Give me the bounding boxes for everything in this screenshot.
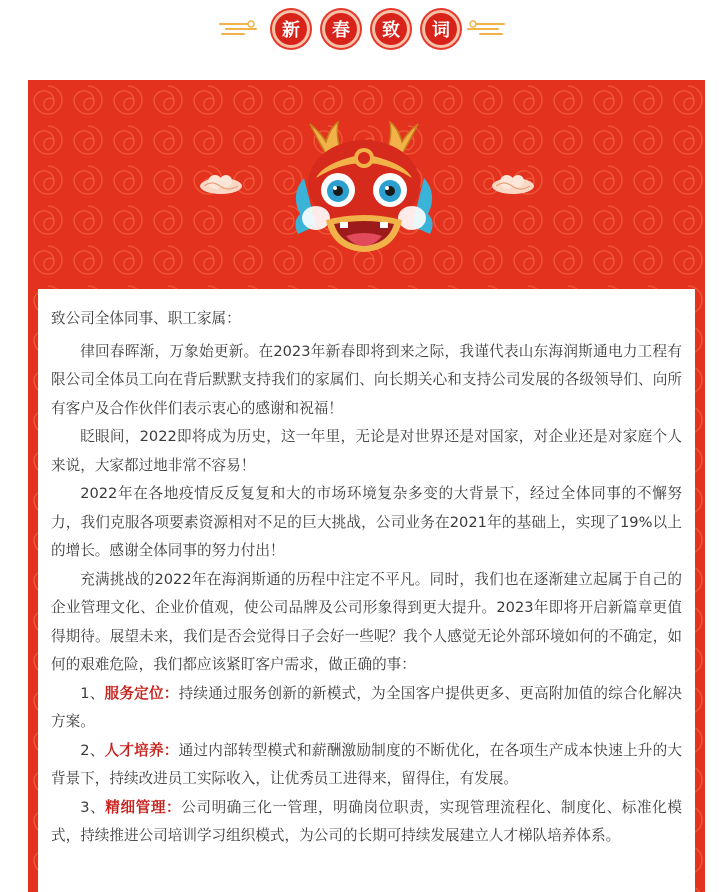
letter-point-2	[51, 737, 682, 794]
lion-head-icon	[286, 118, 442, 258]
point-number: 1、	[80, 684, 105, 702]
letter-point-3	[51, 794, 682, 851]
letter-paragraph-1: 律回春晖渐，万象始更新。在2023年新春即将到来之际，我谨代表山东海润斯通电力工程有限公司全体员工向在背后默默支持我们的家属们、向长期关心和支持公司发展的各级领导们、向所有客户及合作伙伴们表示衷心的感谢和祝福！	[51, 342, 682, 417]
cloud-deco-right-icon	[466, 18, 506, 36]
letter-paragraph-3: 2022年在各地疫情反反复复和大的市场环境复杂多变的大背景下，经过全体同事的不懈努力，我们克服各项要素资源相对不足的巨大挑战，公司业务在2021年的基础上，实现了19%以上的增长。感谢全体同事的努力付出！	[51, 485, 682, 559]
letter-card	[38, 289, 695, 892]
cloud-deco-left-icon	[218, 18, 258, 36]
title-char-3: 致	[372, 10, 410, 48]
point-text: 通过内部转型模式和薪酬激励制度的不断优化，在各项生产成本快速上升的大背景下，持续改进员工实际收入，让优秀员工进得来，留得住，有发展。	[51, 741, 682, 787]
letter-paragraph-4: 充满挑战的2022年在海润斯通的历程中注定不平凡。同时，我们也在逐渐建立起属于自己的企业管理文化、企业价值观，使公司品牌及公司形象得到更大提升。2023年即将开启新篇章更值得期待。展望未来，我们是否会觉得日子会好一些呢？我个人感觉无论外部环境如何的不确定，如何的艰难危险，我们都应该紧盯客户需求，做正确的事：	[51, 570, 682, 673]
title-char-2: 春	[322, 10, 360, 48]
point-text: 公司明确三化一管理，明确岗位职责，实现管理流程化、制度化、标准化模式，持续推进公司培训学习组织模式，为公司的长期可持续发展建立人才梯队培养体系。	[51, 798, 682, 844]
title-char-4: 词	[422, 10, 460, 48]
letter-greeting: 致公司全体同事、职工家属：	[51, 310, 241, 327]
point-text: 持续通过服务创新的新模式，为全国客户提供更多、更高附加值的综合化解决方案。	[51, 684, 682, 730]
point-title: 精细管理：	[105, 798, 182, 816]
letter-paragraph-2: 眨眼间，2022即将成为历史，这一年里，无论是对世界还是对国家，对企业还是对家庭个人来说，大家都过地非常不容易！	[51, 428, 682, 474]
point-number: 3、	[80, 798, 106, 816]
point-number: 2、	[80, 741, 105, 759]
title-char-1: 新	[272, 10, 310, 48]
cloud-right-icon	[490, 172, 536, 196]
header	[0, 0, 721, 80]
letter-point-1	[51, 680, 682, 737]
point-title: 人才培养：	[104, 741, 179, 759]
point-title: 服务定位：	[104, 684, 179, 702]
cloud-left-icon	[198, 172, 244, 196]
